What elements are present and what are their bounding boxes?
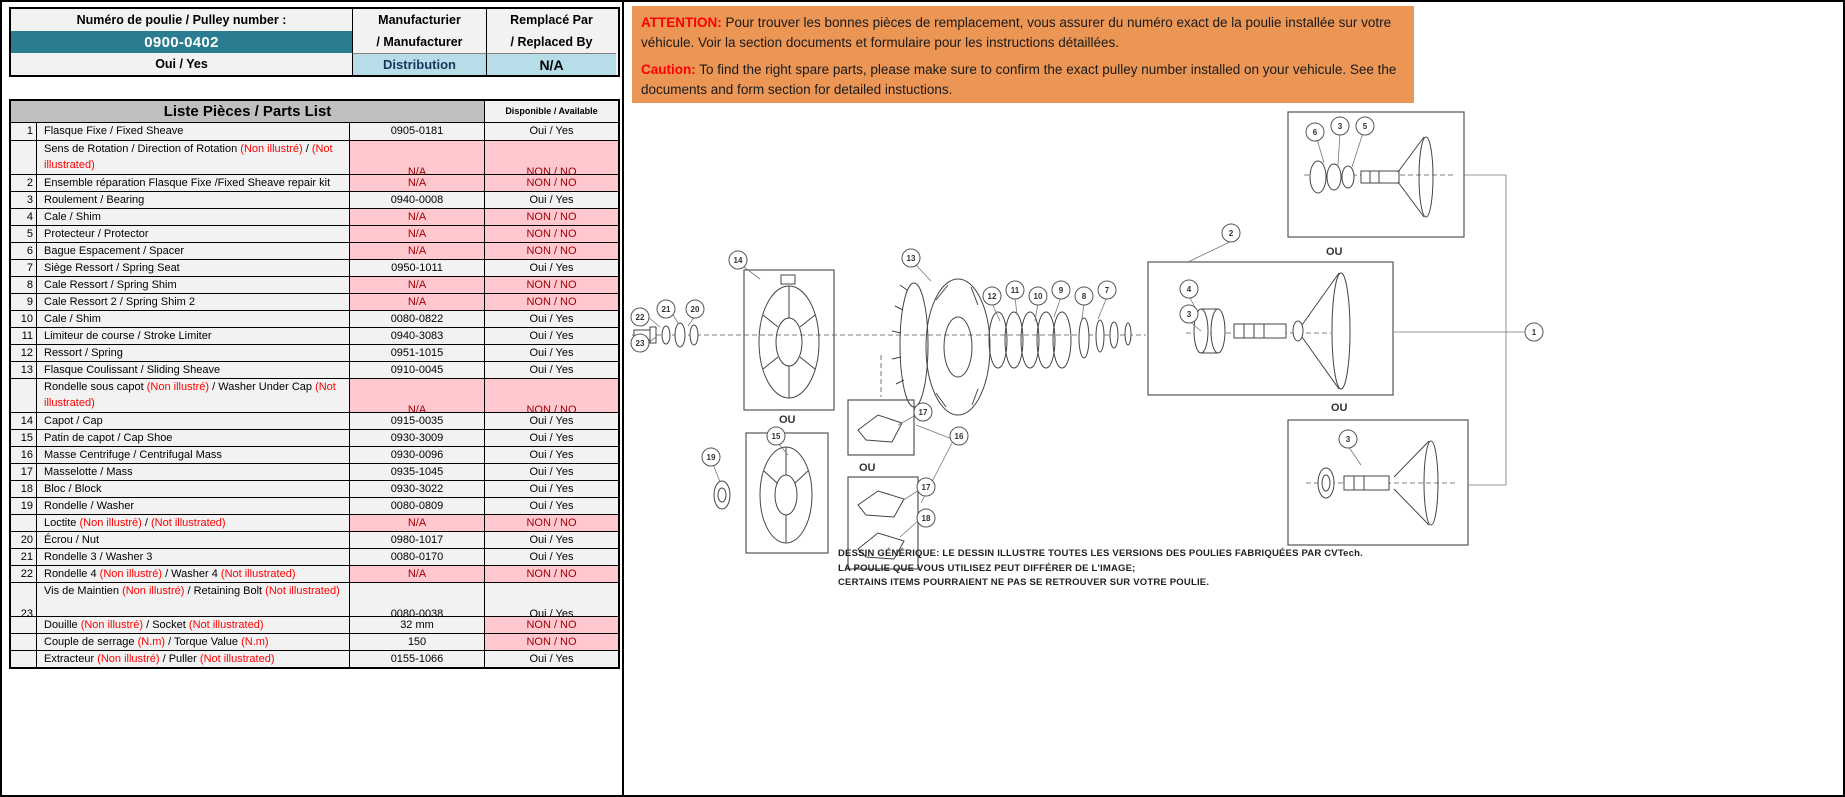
parts-table-row	[11, 123, 618, 140]
availability-value: Oui / Yes	[484, 413, 618, 429]
part-name-text: Loctite	[44, 517, 80, 529]
svg-text:5: 5	[1362, 122, 1368, 131]
row-number: 18	[11, 481, 36, 497]
part-name-text: Sens de Rotation / Direction of Rotation	[44, 143, 241, 155]
parts-table-row	[11, 191, 618, 208]
svg-text:3: 3	[1186, 310, 1192, 319]
parts-table-row	[11, 446, 618, 463]
callout-11	[1006, 281, 1024, 299]
row-number: 13	[11, 362, 36, 378]
availability-value: Oui / Yes	[484, 362, 618, 378]
part-description	[36, 277, 349, 293]
attention-label-fr: ATTENTION:	[641, 15, 722, 30]
part-number: 0935-1045	[349, 464, 484, 480]
availability-value: Oui / Yes	[484, 430, 618, 446]
svg-text:22: 22	[635, 313, 645, 322]
availability-value: Oui / Yes	[484, 464, 618, 480]
part-description	[36, 498, 349, 514]
part-number: N/A	[349, 175, 484, 191]
availability-value: Oui / Yes	[484, 328, 618, 344]
parts-table-row	[11, 480, 618, 497]
parts-table-row	[11, 344, 618, 361]
part-number: 0155-1066	[349, 651, 484, 667]
svg-text:6: 6	[1312, 128, 1318, 137]
availability-value: Oui / Yes	[484, 447, 618, 463]
part-description	[36, 447, 349, 463]
callout-22	[631, 308, 649, 326]
parts-table-row	[11, 140, 618, 174]
part-number: 0950-1011	[349, 260, 484, 276]
part-number: N/A	[349, 243, 484, 259]
row-number	[11, 379, 36, 412]
availability-value: Oui / Yes	[484, 481, 618, 497]
callout-3	[1339, 430, 1357, 448]
part-number: 0980-1017	[349, 532, 484, 548]
parts-table-row	[11, 412, 618, 429]
part-number: N/A	[349, 226, 484, 242]
manufacturer-label-line1: Manufacturier	[352, 9, 486, 31]
part-name-text: Couple de serrage	[44, 636, 138, 648]
parts-table-row	[11, 514, 618, 531]
svg-text:2: 2	[1228, 229, 1234, 238]
callout-1	[1525, 323, 1543, 341]
parts-table-row	[11, 497, 618, 514]
svg-text:3: 3	[1337, 122, 1343, 131]
parts-table-row	[11, 310, 618, 327]
part-description	[36, 328, 349, 344]
ou-label-1: OU	[779, 414, 796, 426]
availability-value: Oui / Yes	[484, 311, 618, 327]
parts-table-row	[11, 259, 618, 276]
row-number: 23	[11, 583, 36, 616]
parts-table-row	[11, 548, 618, 565]
not-illustrated-note: (Non illustré)	[97, 653, 160, 665]
parts-table-row	[11, 327, 618, 344]
part-name-text: Capot / Cap	[44, 415, 103, 427]
part-description	[36, 123, 349, 140]
parts-list-table	[9, 99, 620, 669]
part-number: 0080-0038	[349, 583, 484, 616]
part-description	[36, 243, 349, 259]
callout-20	[686, 300, 704, 318]
callout-17	[917, 478, 935, 496]
part-description	[36, 634, 349, 650]
not-illustrated-note: (N.m)	[241, 636, 269, 648]
part-number: 0930-3022	[349, 481, 484, 497]
part-name-text: Roulement / Bearing	[44, 194, 145, 206]
part-name-text: Protecteur / Protector	[44, 228, 149, 240]
part-name-text: Flasque Coulissant / Sliding Sheave	[44, 364, 221, 376]
part-description	[36, 583, 349, 616]
parts-table-row	[11, 650, 618, 667]
replaced-by-label-line2: / Replaced By	[486, 31, 616, 53]
part-description	[36, 294, 349, 310]
spring-and-washers-group	[989, 297, 1131, 368]
part-description	[36, 651, 349, 667]
part-name-text: Masselotte / Mass	[44, 466, 133, 478]
alt-sheave-bottom-box-group	[1288, 420, 1468, 545]
vertical-divider	[622, 2, 624, 795]
part-description	[36, 311, 349, 327]
parts-table-row	[11, 582, 618, 616]
not-illustrated-note: (Non illustré)	[80, 619, 144, 631]
callout-23	[631, 334, 649, 352]
availability-value: Oui / Yes	[484, 532, 618, 548]
callout-21	[657, 300, 675, 318]
not-illustrated-note: (Not illustrated)	[265, 585, 340, 597]
parts-table-row	[11, 378, 618, 412]
parts-table-row	[11, 463, 618, 480]
ou-label-4: OU	[1331, 402, 1348, 414]
svg-text:17: 17	[918, 408, 928, 417]
exploded-view-diagram	[626, 105, 1845, 795]
not-illustrated-note: (Not illustrated)	[44, 143, 333, 171]
parts-table-row	[11, 276, 618, 293]
ou-label-3: OU	[1326, 246, 1343, 258]
row-number: 6	[11, 243, 36, 259]
left-panel	[2, 2, 624, 795]
attention-notice-box	[632, 6, 1414, 103]
part-number: 150	[349, 634, 484, 650]
row-number	[11, 651, 36, 667]
row-number: 9	[11, 294, 36, 310]
part-name-text: Ressort / Spring	[44, 347, 123, 359]
availability-value: NON / NO	[484, 226, 618, 242]
part-number: 0940-0008	[349, 192, 484, 208]
callout-2	[1222, 224, 1240, 242]
part-number: 0930-0096	[349, 447, 484, 463]
part-name-text: Limiteur de course / Stroke Limiter	[44, 330, 212, 342]
part-name-text: / Washer 4	[162, 568, 221, 580]
svg-text:1: 1	[1531, 328, 1537, 337]
availability-value: NON / NO	[484, 209, 618, 225]
part-name-text: Ensemble réparation Flasque Fixe /Fixed Sheave repair kit	[44, 177, 331, 189]
availability-value: NON / NO	[484, 277, 618, 293]
diagram-disclaimer-line2: LA POULIE QUE VOUS UTILISEZ PEUT DIFFÉRER DE L'IMAGE;	[838, 562, 1136, 574]
part-name-text: Bague Espacement / Spacer	[44, 245, 185, 257]
part-name-text: / Torque Value	[165, 636, 242, 648]
exploded-view-drawing	[626, 105, 1845, 795]
part-number: N/A	[349, 515, 484, 531]
svg-text:23: 23	[635, 339, 645, 348]
availability-value: Oui / Yes	[484, 260, 618, 276]
part-name-text: Douille	[44, 619, 81, 631]
availability-value: NON / NO	[484, 634, 618, 650]
callout-5	[1356, 117, 1374, 135]
part-description	[36, 362, 349, 378]
svg-text:10: 10	[1033, 292, 1043, 301]
part-name-text: /	[209, 381, 219, 393]
row-number	[11, 515, 36, 531]
part-description	[36, 481, 349, 497]
not-illustrated-note: (Not illustrated)	[199, 653, 275, 665]
callout-12	[983, 287, 1001, 305]
caution-text-en: To find the right spare parts, please make sure to confirm the exact pulley number installed on your vehicule. See the documents and form section for detailed instuctions.	[641, 61, 1397, 97]
replaced-by-value: N/A	[486, 53, 616, 75]
part-name-text: Rondelle 4	[44, 568, 100, 580]
availability-value: Oui / Yes	[484, 651, 618, 667]
part-name-text: Rondelle 3 / Washer 3	[44, 551, 153, 563]
row-number: 22	[11, 566, 36, 582]
diagram-disclaimer	[838, 547, 1363, 591]
not-illustrated-note: (Non illustré)	[240, 143, 303, 155]
not-illustrated-note: (Non illustré)	[99, 568, 163, 580]
part-number: 0951-1015	[349, 345, 484, 361]
part-name-text: /	[302, 143, 312, 155]
parts-table-row	[11, 531, 618, 548]
callout-16	[950, 427, 968, 445]
callout-18	[917, 509, 935, 527]
svg-text:3: 3	[1345, 435, 1351, 444]
row-number: 3	[11, 192, 36, 208]
manufacturer-label-line2: / Manufacturer	[352, 31, 486, 53]
not-illustrated-note: (Not illustrated)	[188, 619, 264, 631]
part-name-text: / Socket	[143, 619, 189, 631]
availability-value: NON / NO	[484, 515, 618, 531]
parts-table-body	[11, 123, 618, 667]
row-number: 12	[11, 345, 36, 361]
part-name-text: Washer Under Cap	[218, 381, 316, 393]
callout-6	[1306, 123, 1324, 141]
cap-variant-box-group	[713, 433, 828, 553]
attention-notice-en	[641, 60, 1405, 100]
part-name-text: / Puller	[159, 653, 200, 665]
svg-text:7: 7	[1104, 286, 1110, 295]
row-number: 7	[11, 260, 36, 276]
svg-text:11: 11	[1010, 286, 1020, 295]
part-description	[36, 141, 349, 174]
callout-7	[1098, 281, 1116, 299]
callout-3	[1180, 305, 1198, 323]
part-description	[36, 226, 349, 242]
svg-text:13: 13	[906, 254, 916, 263]
part-number: N/A	[349, 277, 484, 293]
caution-label-en: Caution:	[641, 61, 696, 77]
row-number: 17	[11, 464, 36, 480]
row-number	[11, 634, 36, 650]
parts-table-row	[11, 225, 618, 242]
parts-table-row	[11, 429, 618, 446]
part-number: N/A	[349, 566, 484, 582]
diagram-disclaimer-line1: DESSIN GÉNÉRIQUE: LE DESSIN ILLUSTRE TOUTES LES VERSIONS DES POULIES FABRIQUÉES PAR CVTech.	[838, 548, 1363, 559]
svg-text:16: 16	[954, 432, 964, 441]
parts-list-title: Liste Pièces / Parts List	[11, 101, 484, 122]
parts-table-row	[11, 361, 618, 378]
part-description	[36, 430, 349, 446]
part-name-text: Cale / Shim	[44, 313, 101, 325]
availability-value: NON / NO	[484, 243, 618, 259]
svg-text:17: 17	[921, 483, 931, 492]
row-number: 11	[11, 328, 36, 344]
svg-text:14: 14	[733, 256, 743, 265]
part-number: N/A	[349, 209, 484, 225]
pulley-header-table	[9, 7, 620, 77]
svg-text:4: 4	[1186, 285, 1192, 294]
svg-text:12: 12	[987, 292, 997, 301]
part-number: 0910-0045	[349, 362, 484, 378]
svg-text:20: 20	[690, 305, 700, 314]
part-description	[36, 260, 349, 276]
part-number: 0930-3009	[349, 430, 484, 446]
part-description	[36, 549, 349, 565]
pulley-available-value: Oui / Yes	[155, 57, 208, 71]
availability-value: NON / NO	[484, 175, 618, 191]
parts-table-header-row	[11, 101, 618, 123]
part-name-text: Cale Ressort 2 / Spring Shim 2	[44, 296, 196, 308]
parts-table-row	[11, 293, 618, 310]
attention-text-fr: Pour trouver les bonnes pièces de remplacement, vous assurer du numéro exact de la poulie installée sur votre véhicule. Voir la section documents et formulaire pour les instructions détaillées.	[641, 15, 1392, 50]
ou-label-2: OU	[859, 462, 876, 474]
diagram-disclaimer-line3: CERTAINS ITEMS POURRAIENT NE PAS SE RETROUVER SUR VOTRE POULIE.	[838, 577, 1210, 589]
row-number: 5	[11, 226, 36, 242]
parts-table-row	[11, 242, 618, 259]
callout-10	[1029, 287, 1047, 305]
svg-text:15: 15	[771, 432, 781, 441]
part-name-text: Rondelle sous capot	[44, 381, 147, 393]
part-name-text: Flasque Fixe / Fixed Sheave	[44, 125, 184, 137]
manufacturer-value: Distribution	[352, 53, 486, 75]
part-number: 0080-0822	[349, 311, 484, 327]
part-description	[36, 532, 349, 548]
row-number: 21	[11, 549, 36, 565]
not-illustrated-note: (Not illustrated)	[44, 381, 336, 409]
not-illustrated-note: (Non illustré)	[79, 517, 142, 529]
part-name-text: / Retaining Bolt	[184, 585, 266, 597]
part-description	[36, 345, 349, 361]
part-name-text: Siège Ressort / Spring Seat	[44, 262, 180, 274]
part-description	[36, 515, 349, 531]
not-illustrated-note: (Non illustré)	[122, 585, 185, 597]
parts-table-row	[11, 616, 618, 633]
part-name-text: Masse Centrifuge / Centrifugal Mass	[44, 449, 222, 461]
availability-value: Oui / Yes	[484, 345, 618, 361]
part-number: N/A	[349, 294, 484, 310]
part-name-text: Rondelle / Washer	[44, 500, 135, 512]
callout-13	[902, 249, 920, 267]
pulley-number-label: Numéro de poulie / Pulley number :	[76, 13, 287, 27]
part-description	[36, 617, 349, 633]
part-name-text: Bloc / Block	[44, 483, 102, 495]
parts-table-row	[11, 633, 618, 650]
availability-value: Oui / Yes	[484, 123, 618, 140]
row-number: 4	[11, 209, 36, 225]
availability-value: NON / NO	[484, 617, 618, 633]
part-number: 0905-0181	[349, 123, 484, 140]
not-illustrated-note: (Not illustrated)	[151, 517, 226, 529]
part-number: 0080-0170	[349, 549, 484, 565]
cap-box-group	[744, 267, 834, 410]
callout-14	[729, 251, 747, 269]
row-number: 1	[11, 123, 36, 140]
part-number: 32 mm	[349, 617, 484, 633]
sliding-sheave-group	[892, 265, 990, 415]
availability-value: NON / NO	[484, 566, 618, 582]
part-number: 0080-0809	[349, 498, 484, 514]
availability-value: NON / NO	[484, 379, 618, 412]
row-number: 14	[11, 413, 36, 429]
row-number: 10	[11, 311, 36, 327]
part-number: 0915-0035	[349, 413, 484, 429]
part-number: 0940-3083	[349, 328, 484, 344]
part-number: N/A	[349, 379, 484, 412]
available-column-header: Disponible / Available	[484, 101, 618, 122]
row-number: 2	[11, 175, 36, 191]
attention-notice-fr	[641, 13, 1405, 53]
not-illustrated-note: (Non illustré)	[146, 381, 210, 393]
part-description	[36, 464, 349, 480]
svg-text:8: 8	[1081, 292, 1087, 301]
replaced-by-label-line1: Remplacé Par	[486, 9, 616, 31]
availability-value: Oui / Yes	[484, 192, 618, 208]
svg-text:21: 21	[661, 305, 671, 314]
availability-value: Oui / Yes	[484, 549, 618, 565]
row-number: 20	[11, 532, 36, 548]
part-description	[36, 209, 349, 225]
part-name-text: Patin de capot / Cap Shoe	[44, 432, 173, 444]
part-description	[36, 175, 349, 191]
parts-table-row	[11, 174, 618, 191]
callout-17	[914, 403, 932, 421]
part-name-text: Écrou / Nut	[44, 534, 100, 546]
part-name-text: /	[141, 517, 151, 529]
callout-15	[767, 427, 785, 445]
part-name-text: Cale Ressort / Spring Shim	[44, 279, 177, 291]
callout-9	[1052, 281, 1070, 299]
part-description	[36, 413, 349, 429]
callout-3	[1331, 117, 1349, 135]
availability-value: Oui / Yes	[484, 498, 618, 514]
callout-1-bracket	[1393, 175, 1524, 485]
row-number	[11, 617, 36, 633]
row-number	[11, 141, 36, 174]
part-description	[36, 192, 349, 208]
not-illustrated-note: (N.m)	[137, 636, 166, 648]
part-name-text: Cale / Shim	[44, 211, 101, 223]
callout-19	[702, 448, 720, 466]
parts-table-row	[11, 565, 618, 582]
svg-text:9: 9	[1058, 286, 1064, 295]
part-description	[36, 566, 349, 582]
svg-text:19: 19	[706, 453, 716, 462]
callout-8	[1075, 287, 1093, 305]
svg-text:18: 18	[921, 514, 931, 523]
availability-value: NON / NO	[484, 294, 618, 310]
parts-table-row	[11, 208, 618, 225]
row-number: 8	[11, 277, 36, 293]
part-number: N/A	[349, 141, 484, 174]
callout-4	[1180, 280, 1198, 298]
row-number: 15	[11, 430, 36, 446]
availability-value: Oui / Yes	[484, 583, 618, 616]
pulley-number-value: 0900-0402	[11, 31, 352, 53]
part-name-text: Vis de Maintien	[44, 585, 123, 597]
not-illustrated-note: (Not illustrated)	[220, 568, 296, 580]
row-number: 16	[11, 447, 36, 463]
availability-value: NON / NO	[484, 141, 618, 174]
part-description	[36, 379, 349, 412]
part-name-text: Extracteur	[44, 653, 98, 665]
row-number: 19	[11, 498, 36, 514]
